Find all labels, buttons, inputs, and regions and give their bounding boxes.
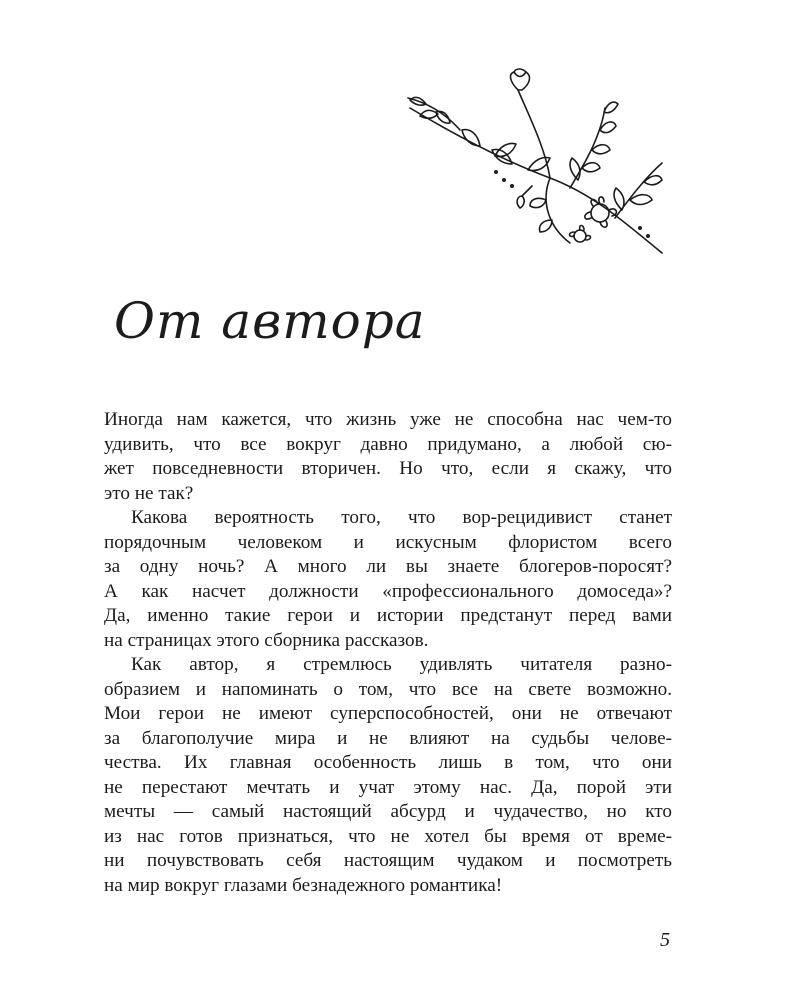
paragraph-2 [104,506,672,653]
paragraph-1 [104,408,672,506]
text-line: порядочным человеком и искусным флористом всего [104,531,672,553]
text-line: удивить, что все вокруг давно придумано, а любой сю- [104,433,672,455]
text-line: Да, именно такие герои и истории предстанут перед вами [104,605,672,626]
text-line: из нас готов признаться, что не хотел бы время от време- [104,825,672,847]
text-line: Какова вероятность того, что вор-рецидивист станет [131,507,672,528]
text-line: на страницах этого сборника рассказов. [104,629,429,651]
floral-branch-icon [400,68,675,258]
text-line: за благополучие мира и не влияют на судьбы челове- [104,727,672,749]
text-line: А как насчет должности «профессионального домоседа»? [104,580,672,602]
text-line: это не так? [104,482,194,504]
text-line: Мои герои не имеют суперспособностей, они не отвечают [104,703,672,724]
text-line: мечты — самый настоящий абсурд и чудачество, но кто [104,801,672,822]
text-line: Как автор, я стремлюсь удивлять читателя разно- [131,654,672,675]
text-line: на мир вокруг глазами безнадежного романтика! [104,874,503,896]
text-line: Иногда нам кажется, что жизнь уже не способна нас чем-то [104,409,672,430]
page-number: 5 [660,929,670,951]
paragraph-3 [104,653,672,898]
text-line: образием и напоминать о том, что все на свете возможно. [104,678,672,700]
text-line: жет повседневности вторичен. Но что, если я скажу, что [104,458,672,479]
text-line: ни почувствовать себя настоящим чудаком и посмотреть [104,850,672,871]
chapter-title: От автора [114,292,426,350]
text-line: за одну ночь? А много ли вы знаете блогеров-поросят? [104,556,672,577]
text-line: чества. Их главная особенность лишь в том, что они [104,752,672,773]
body-text [104,408,672,898]
text-line: не перестают мечтать и учат этому нас. Да, порой эти [104,776,672,798]
